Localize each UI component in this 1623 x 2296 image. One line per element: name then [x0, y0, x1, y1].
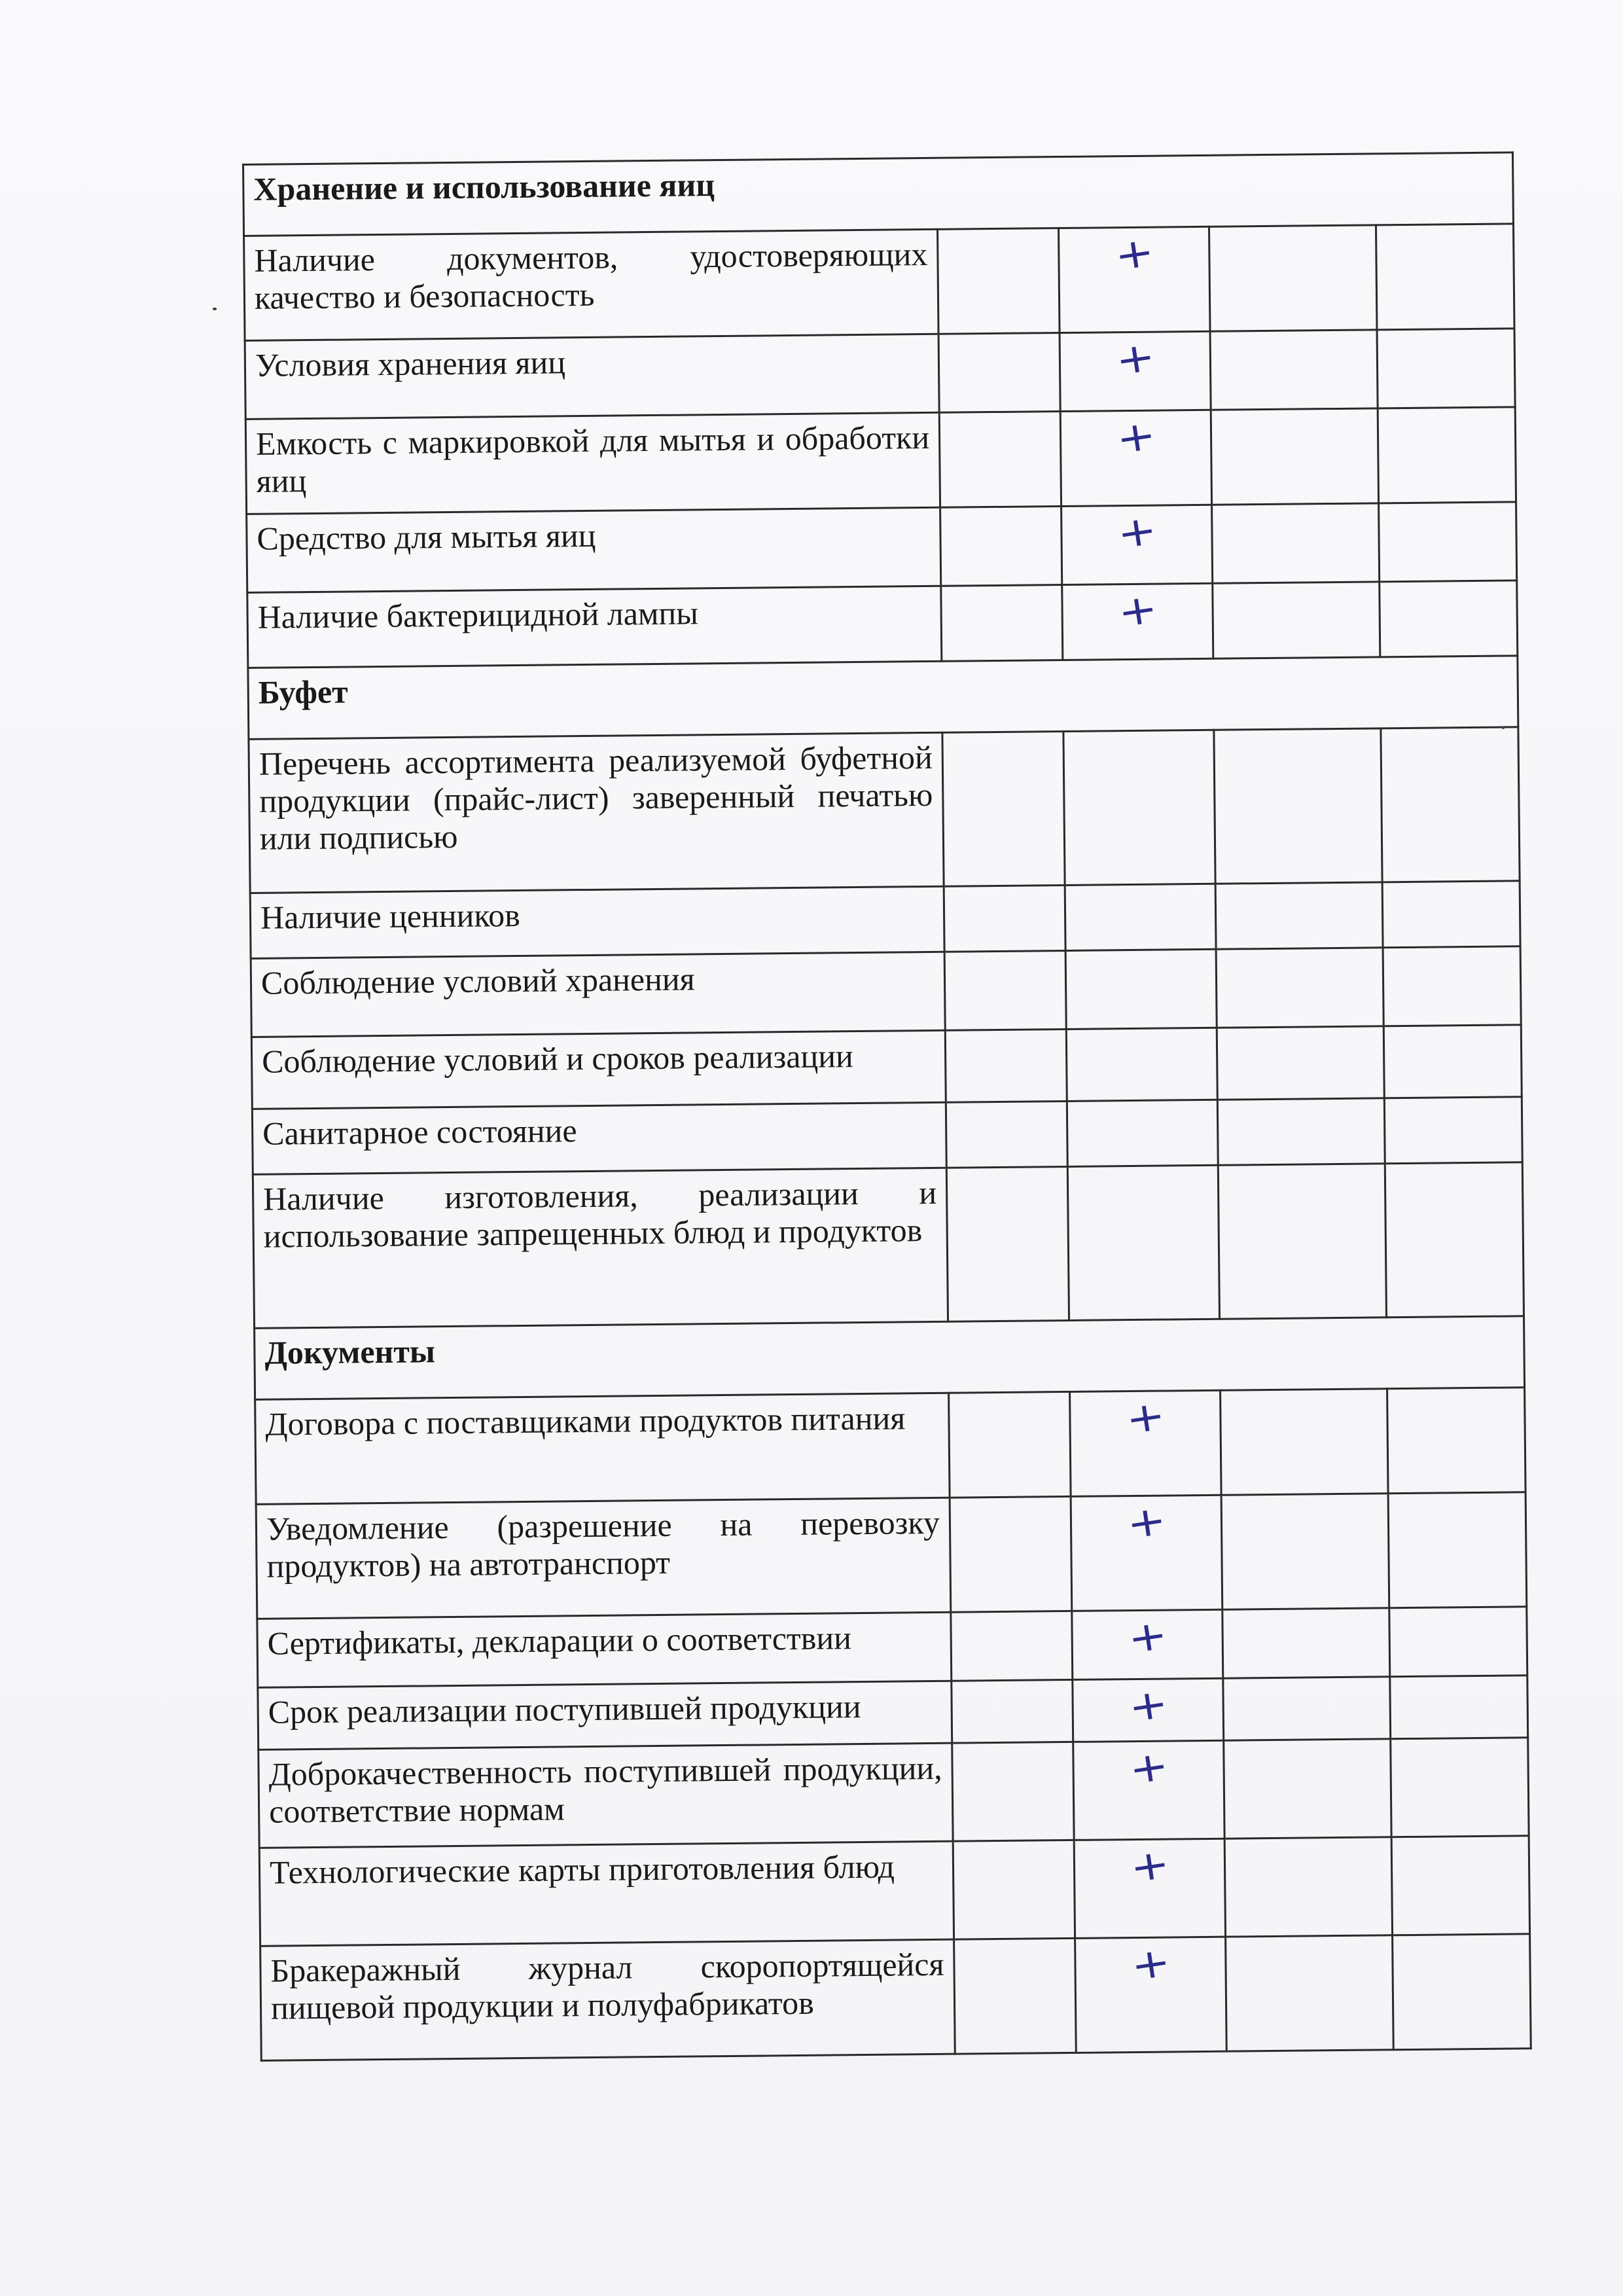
criterion-text: Наличие изготовления, реализации и использование запрещенных блюд и продуктов — [253, 1168, 948, 1328]
mark-cell-yes — [1066, 1028, 1217, 1101]
mark-cell-yes — [1067, 1165, 1219, 1320]
handwritten-plus-mark: + — [1124, 1609, 1171, 1663]
mark-cell-yes — [1067, 1100, 1218, 1166]
mark-cell — [1222, 1608, 1390, 1678]
scan-speck — [1502, 726, 1505, 729]
mark-cell — [952, 1679, 1073, 1743]
checklist-row — [252, 1097, 1522, 1175]
checklist-row — [255, 1388, 1525, 1505]
mark-cell — [1212, 503, 1380, 583]
mark-cell — [1391, 1738, 1529, 1837]
mark-cell — [1218, 1164, 1386, 1319]
mark-cell — [1376, 224, 1514, 330]
checklist-row — [253, 1162, 1524, 1329]
mark-cell — [1387, 1388, 1526, 1494]
checklist-row — [256, 1492, 1527, 1619]
mark-cell — [946, 1166, 1069, 1321]
section-header-row — [248, 656, 1518, 740]
checklist-body — [243, 152, 1531, 2060]
checklist-row — [245, 329, 1515, 420]
mark-cell-yes — [1065, 949, 1217, 1029]
section-title: Хранение и использование яиц — [243, 152, 1514, 236]
mark-cell — [1216, 948, 1383, 1028]
criterion-text: Перечень ассортимента реализуемой буфетной продукции (прайс-лист) заверенный печатью или подписью — [249, 732, 944, 893]
mark-cell — [945, 1029, 1067, 1102]
checklist-row — [257, 1607, 1527, 1688]
mark-cell — [1380, 581, 1518, 657]
mark-cell — [941, 585, 1063, 662]
mark-cell-yes — [1062, 583, 1213, 660]
criterion-text: Средство для мытья яиц — [247, 507, 941, 592]
mark-cell-yes — [1072, 1609, 1223, 1679]
checklist-row — [260, 1934, 1531, 2061]
checklist-row — [251, 1025, 1522, 1109]
checklist-row — [245, 407, 1516, 514]
checklist-row — [250, 881, 1520, 959]
mark-cell — [1221, 1494, 1389, 1609]
handwritten-plus-mark: + — [1127, 1937, 1173, 1990]
mark-cell-yes — [1060, 331, 1211, 411]
handwritten-plus-mark: + — [1122, 1390, 1168, 1444]
mark-cell — [1224, 1837, 1392, 1937]
mark-cell — [950, 1496, 1072, 1612]
mark-cell — [1381, 727, 1520, 882]
mark-cell — [944, 885, 1065, 952]
criterion-text: Соблюдение условий хранения — [251, 952, 945, 1037]
mark-cell — [1210, 330, 1378, 410]
checklist-row — [251, 946, 1521, 1037]
mark-cell — [1382, 881, 1520, 948]
mark-cell-yes — [1070, 1390, 1222, 1496]
handwritten-plus-mark: + — [1115, 583, 1161, 637]
mark-cell — [939, 412, 1061, 508]
criterion-text: Уведомление (разрешение на перевозку продуктов) на автотранспорт — [256, 1498, 951, 1619]
mark-cell — [1377, 329, 1515, 408]
criterion-text: Сертификаты, декларации о соответствии — [257, 1612, 952, 1687]
mark-cell — [953, 1840, 1075, 1939]
criterion-text: Соблюдение условий и сроков реализации — [251, 1030, 946, 1109]
checklist-table — [242, 151, 1532, 2062]
mark-cell — [1223, 1677, 1391, 1740]
section-header-row — [255, 1316, 1525, 1400]
mark-cell-yes — [1075, 1937, 1227, 2053]
mark-cell — [1390, 1676, 1528, 1739]
handwritten-plus-mark: + — [1125, 1678, 1171, 1732]
mark-cell — [1213, 582, 1380, 658]
mark-cell — [952, 1742, 1074, 1841]
mark-cell — [1209, 225, 1377, 331]
mark-cell — [1393, 1934, 1531, 2050]
handwritten-plus-mark: + — [1113, 505, 1160, 558]
mark-cell — [1384, 1097, 1522, 1164]
handwritten-plus-mark: + — [1126, 1839, 1173, 1892]
criterion-text: Договора с поставщиками продуктов питания — [255, 1393, 950, 1504]
criterion-text: Доброкачественность поступившей продукции, соответствие нормам — [259, 1743, 953, 1848]
mark-cell — [1226, 1935, 1394, 2051]
checklist-row — [247, 581, 1518, 668]
mark-cell — [938, 228, 1060, 334]
mark-cell — [942, 731, 1065, 886]
criterion-text: Санитарное состояние — [252, 1102, 946, 1174]
checklist-row — [258, 1676, 1528, 1750]
criterion-text: Наличие бактерицидной лампы — [247, 586, 942, 668]
mark-cell — [1378, 407, 1516, 503]
criterion-text: Наличие ценников — [250, 886, 944, 958]
checklist-row — [247, 502, 1517, 593]
mark-cell — [1224, 1739, 1391, 1839]
mark-cell — [1211, 408, 1378, 505]
mark-cell — [1383, 946, 1521, 1026]
mark-cell-yes — [1059, 226, 1211, 332]
section-title: Буфет — [248, 656, 1518, 740]
handwritten-plus-mark: + — [1112, 331, 1158, 385]
mark-cell — [1388, 1492, 1527, 1608]
mark-cell — [1221, 1389, 1389, 1495]
checklist-row — [259, 1738, 1529, 1848]
checklist-row — [249, 727, 1520, 893]
mark-cell — [944, 950, 1066, 1030]
mark-cell — [949, 1391, 1071, 1498]
mark-cell — [1389, 1607, 1527, 1677]
mark-cell — [1383, 1025, 1522, 1098]
checklist-row — [244, 224, 1514, 341]
checklist-row — [259, 1836, 1529, 1946]
criterion-text: Наличие документов, удостоверяющих качество и безопасность — [244, 229, 938, 340]
mark-cell-yes — [1065, 884, 1216, 950]
mark-cell-yes — [1073, 1678, 1224, 1742]
criterion-text: Условия хранения яиц — [245, 334, 939, 419]
scan-speck — [213, 308, 217, 310]
handwritten-plus-mark: + — [1126, 1740, 1171, 1794]
handwritten-plus-mark: + — [1111, 226, 1157, 280]
mark-cell-yes — [1073, 1740, 1224, 1840]
mark-cell-yes — [1074, 1839, 1225, 1938]
mark-cell — [946, 1101, 1067, 1168]
mark-cell — [951, 1611, 1073, 1681]
mark-cell — [1217, 1026, 1384, 1100]
handwritten-plus-mark: + — [1113, 410, 1159, 463]
mark-cell — [954, 1938, 1077, 2054]
section-header-row — [243, 152, 1514, 236]
mark-cell — [1379, 502, 1517, 582]
mark-cell — [1214, 728, 1382, 884]
mark-cell — [1391, 1836, 1529, 1935]
section-title: Документы — [255, 1316, 1525, 1400]
criterion-text: Срок реализации поступившей продукции — [258, 1681, 952, 1749]
criterion-text: Емкость с маркировкой для мытья и обработки яиц — [245, 412, 940, 514]
mark-cell-yes — [1060, 410, 1211, 506]
mark-cell — [1385, 1162, 1524, 1318]
mark-cell — [938, 333, 1060, 413]
mark-cell — [1217, 1098, 1385, 1165]
mark-cell — [940, 507, 1062, 586]
criterion-text: Бракеражный журнал скоропортящейся пищевой продукции и полуфабрикатов — [260, 1939, 955, 2060]
mark-cell-yes — [1063, 730, 1215, 885]
mark-cell-yes — [1061, 505, 1213, 584]
mark-cell-yes — [1071, 1495, 1222, 1611]
criterion-text: Технологические карты приготовления блюд — [259, 1841, 954, 1946]
handwritten-plus-mark: + — [1123, 1495, 1169, 1549]
mark-cell — [1215, 882, 1383, 949]
